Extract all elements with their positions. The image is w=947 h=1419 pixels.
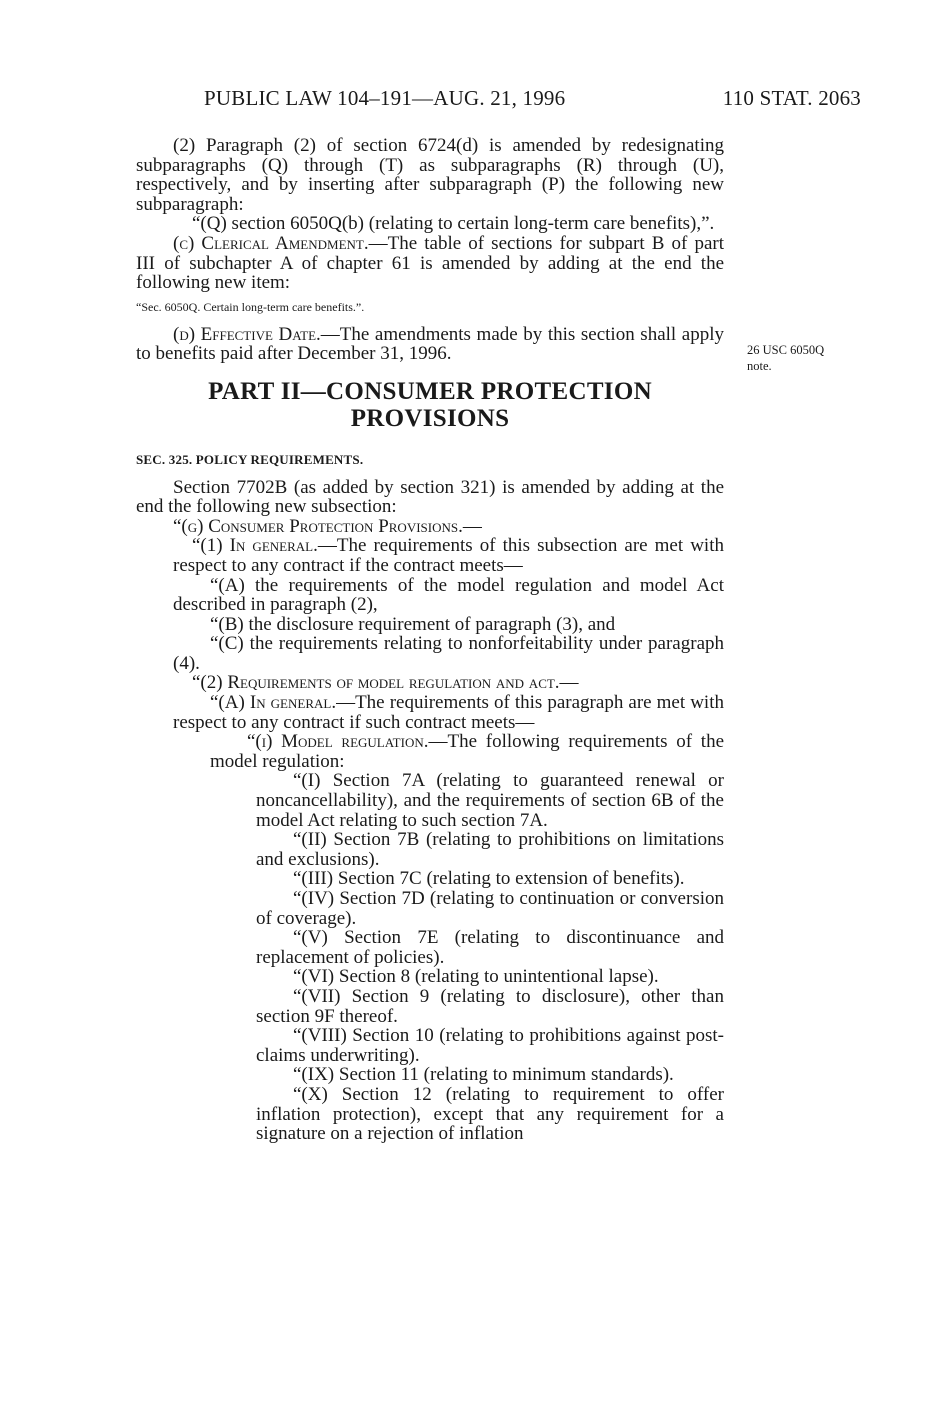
list-item: “(IX) Section 11 (relating to minimum standards). [293,1064,674,1086]
list-item: “(VI) Section 8 (relating to unintentional lapse). [293,966,659,988]
list-item: “(II) Section 7B (relating to prohibitions on limitations and exclusions). [256,829,724,870]
table-of-sections-item: “Sec. 6050Q. Certain long-term care benefits.”. [136,299,365,314]
section-intro: Section 7702B (as added by section 321) is amended by adding at the end the following new subsection: [136,476,724,518]
part-title [136,378,724,432]
margin-note-citation: 26 USC 6050Q [747,343,825,357]
list-item: “(X) Section 12 (relating to requirement to offer inflation protection), except that any requirement for a signature on a rejection of inflation [256,1083,724,1145]
paragraph-1-in-general [136,536,724,575]
paragraph-2-amendment: (2) Paragraph (2) of section 6724(d) is amended by redesignating subparagraphs (Q) through (T) as subparagraphs (R) through (U), respectively, and by inserting after subparagraph (P) the following new subparagraph: [136,135,724,215]
clause-i-model-regulation [136,732,724,771]
header-title: PUBLIC LAW 104–191—AUG. 21, 1996 [204,86,566,110]
effective-date [136,325,724,364]
clerical-amendment-heading: (c) Clerical Amendment. [173,232,369,254]
part-title-line-2: PROVISIONS [350,404,510,432]
list-item: “(IV) Section 7D (relating to continuation or conversion of coverage). [256,888,724,929]
subparagraph-a: “(A) the requirements of the model regulation and model Act described in paragraph (2), [173,574,724,616]
list-item: “(I) Section 7A (relating to guaranteed renewal or noncancellability), and the requirements of section 6B of the model Act relating to such section 7A. [256,770,724,831]
list-item: “(V) Section 7E (relating to discontinuance and replacement of policies). [256,927,724,968]
paragraph-2a-text: —The requirements of this paragraph are met with respect to any contract if such contract meets— [173,692,724,733]
paragraph-1-text: —The requirements of this subsection are met with respect to any contract if the contract meets— [173,535,724,576]
paragraph-2-heading: “(2) Requirements of model regulation and act.— [192,672,579,694]
paragraph-2-in-general [136,693,724,732]
clerical-amendment [136,234,724,293]
clause-i-heading: “(i) Model regulation. [247,731,429,753]
clerical-amendment-text: —The table of sections for subpart B of part III of subchapter A of chapter 61 is amended by adding at the end the following new item: [136,232,724,294]
section-heading: SEC. 325. POLICY REQUIREMENTS. [136,451,364,467]
effective-date-text: —The amendments made by this section shall apply to benefits paid after December 31, 1996. [136,323,724,365]
header-stat-page: 110 STAT. 2063 [722,86,861,110]
paragraph-2a-heading: “(A) In general. [210,692,337,714]
margin-note-label: note. [747,359,772,373]
list-item: “(III) Section 7C (relating to extension of benefits). [293,868,685,890]
margin-note [747,342,867,374]
part-title-line-1: PART II—CONSUMER PROTECTION [208,377,652,405]
list-item: “(VIII) Section 10 (relating to prohibitions against post-claims underwriting). [256,1025,724,1066]
clause-i-text: —The following requirements of the model regulation: [210,731,724,772]
body-text [136,136,724,1144]
subparagraph-c: “(C) the requirements relating to nonforfeitability under paragraph (4). [173,633,724,674]
subsection-g-heading: “(g) Consumer Protection Provisions.— [173,515,482,537]
inserted-subparagraph-q: “(Q) section 6050Q(b) (relating to certain long-term care benefits),”. [192,213,715,235]
paragraph-1-heading: “(1) In general. [192,535,318,557]
list-item: “(VII) Section 9 (relating to disclosure), other than section 9F thereof. [256,985,724,1027]
effective-date-heading: (d) Effective Date. [173,323,321,345]
subparagraph-b: “(B) the disclosure requirement of paragraph (3), and [210,613,616,635]
